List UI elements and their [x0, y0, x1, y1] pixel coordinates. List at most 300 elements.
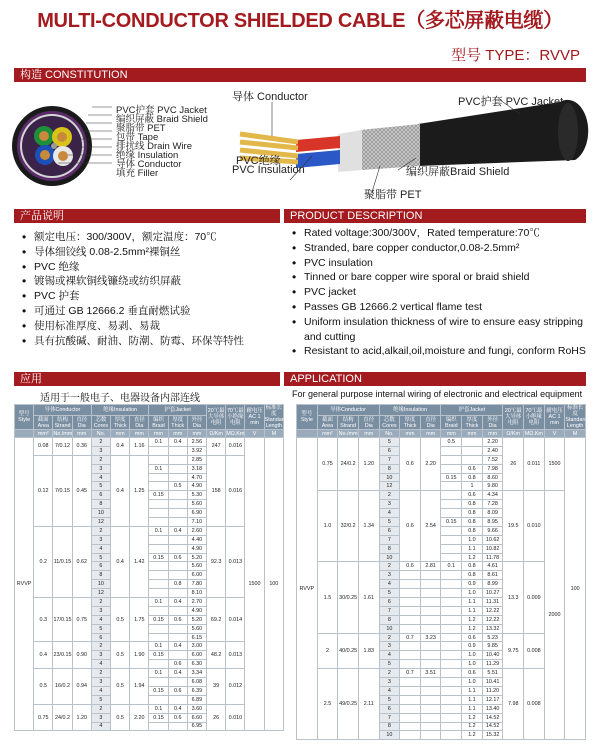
braid-cell: 0.1 — [149, 704, 168, 713]
unit-cell — [297, 430, 318, 438]
cores-cell: 5 — [91, 482, 110, 491]
cores-cell: 6 — [91, 633, 110, 642]
jacket-thick-cell — [168, 535, 187, 544]
ins-thick-cell — [400, 651, 421, 660]
braid-cell: 0.15 — [149, 615, 168, 624]
unit-cell: mm — [358, 430, 379, 438]
table-row — [15, 704, 284, 713]
braid-cell: 0.15 — [149, 651, 168, 660]
outer-dia-cell: 7.98 — [482, 464, 503, 473]
length-cell: 100 — [565, 438, 586, 740]
area-cell: 0.3 — [34, 598, 53, 642]
header-cores: 芯数 Cores — [379, 416, 400, 430]
resistance-cell: 26 — [207, 704, 226, 731]
jacket-thick-cell: 0.6 — [168, 660, 187, 669]
strand-cell: 23/0.15 — [53, 642, 72, 669]
braid-cell — [441, 651, 462, 660]
unit-cell: mm — [420, 430, 441, 438]
cores-cell: 3 — [91, 713, 110, 722]
header-dia: 直径 Dia — [358, 416, 379, 430]
braid-cell — [441, 642, 462, 651]
cores-cell: 5 — [379, 660, 400, 669]
outer-dia-cell: 3.00 — [187, 642, 206, 651]
outer-dia-cell: 5.30 — [187, 491, 206, 500]
insulation-resistance-cell: 0.016 — [226, 455, 245, 526]
braid-cell: 0.1 — [149, 669, 168, 678]
cores-cell: 2 — [379, 669, 400, 678]
braid-cell — [149, 455, 168, 464]
unit-cell: mm — [187, 430, 206, 438]
braid-cell: 0.15 — [149, 491, 168, 500]
header-jacket: 护套Jacket — [441, 405, 503, 416]
outer-dia-cell: 10.62 — [482, 535, 503, 544]
braid-cell — [441, 678, 462, 687]
ins-dia-cell — [420, 589, 441, 598]
jacket-thick-cell: 0.4 — [168, 669, 187, 678]
outer-dia-cell: 3.18 — [187, 464, 206, 473]
table-row — [15, 438, 284, 447]
ins-dia-cell: 3.23 — [420, 633, 441, 642]
jacket-thick-cell — [168, 651, 187, 660]
outer-dia-cell: 7.28 — [482, 500, 503, 509]
unit-cell: mm² — [317, 430, 338, 438]
table-row — [297, 633, 586, 642]
unit-cell: No. — [91, 430, 110, 438]
ins-dia-cell: 1.94 — [130, 669, 149, 705]
header-braid: 编织 Braid — [149, 416, 168, 430]
braid-cell — [441, 544, 462, 553]
cores-cell: 2 — [91, 438, 110, 447]
cores-cell: 6 — [379, 598, 400, 607]
length-cell: 100 — [264, 438, 283, 731]
unit-cell: V — [544, 430, 565, 438]
resistance-cell: 7.98 — [503, 669, 524, 740]
strand-cell: 32/0.2 — [338, 491, 359, 562]
outer-dia-cell: 4.90 — [187, 606, 206, 615]
header-jacket: 护套Jacket — [149, 405, 207, 416]
cores-cell: 3 — [91, 464, 110, 473]
braid-cell: 0.1 — [149, 598, 168, 607]
header-insulation: 绝缘Insulation — [91, 405, 149, 416]
dia-cell: 2.11 — [358, 669, 379, 740]
header-jacket-thick: 厚度 Thick — [462, 416, 483, 430]
unit-cell: mm — [400, 430, 421, 438]
resistance-cell: 69.2 — [207, 598, 226, 642]
ins-dia-cell: 2.54 — [420, 491, 441, 562]
cores-cell: 7 — [379, 606, 400, 615]
cores-cell: 2 — [91, 642, 110, 651]
ins-thick-cell — [400, 606, 421, 615]
dia-cell: 0.90 — [72, 642, 91, 669]
desc-cn-item: • 可通过 GB 12666.2 垂直耐燃试验 — [18, 304, 280, 319]
jacket-thick-cell: 1.2 — [462, 553, 483, 562]
jacket-thick-cell: 1.2 — [462, 731, 483, 740]
unit-cell: mm — [149, 430, 168, 438]
unit-cell: mm² — [34, 430, 53, 438]
cores-cell: 3 — [91, 535, 110, 544]
jacket-thick-cell: 0.4 — [168, 526, 187, 535]
ins-thick-cell: 0.5 — [111, 704, 130, 731]
ins-dia-cell — [420, 731, 441, 740]
unit-cell: M — [565, 430, 586, 438]
label-pet: 聚脂带 PET — [116, 123, 166, 134]
outer-dia-cell: 10.82 — [482, 544, 503, 553]
cores-cell: 8 — [379, 615, 400, 624]
jacket-thick-cell: 1.1 — [462, 686, 483, 695]
braid-cell: 0.15 — [441, 518, 462, 527]
jacket-thick-cell: 1.0 — [462, 651, 483, 660]
jacket-thick-cell: 0.8 — [462, 509, 483, 518]
braid-cell — [149, 580, 168, 589]
braid-cell: 0.15 — [149, 713, 168, 722]
resistance-cell: 26 — [503, 438, 524, 491]
desc-en-item: • Tinned or bare copper wire sporal or braid shield — [288, 270, 586, 285]
cores-cell: 3 — [91, 446, 110, 455]
header-braid: 编织 Braid — [441, 416, 462, 430]
outer-dia-cell: 5.60 — [187, 500, 206, 509]
outer-dia-cell: 6.60 — [187, 713, 206, 722]
header-style: 型号 Style — [15, 405, 34, 430]
braid-cell — [149, 624, 168, 633]
resistance-cell: 19.5 — [503, 491, 524, 562]
desc-en-item: • PVC insulation — [288, 256, 586, 271]
outer-dia-cell: 3.60 — [187, 704, 206, 713]
cores-cell: 10 — [379, 473, 400, 482]
header-conductor: 导体Conductor — [34, 405, 92, 416]
header-strand: 结构 Strand — [338, 416, 359, 430]
area-cell: 0.5 — [34, 669, 53, 705]
outer-dia-cell: 4.90 — [187, 544, 206, 553]
strand-cell: 24/0.2 — [53, 704, 72, 731]
cores-cell: 3 — [379, 678, 400, 687]
outer-dia-cell: 11.31 — [482, 598, 503, 607]
jacket-thick-cell — [168, 446, 187, 455]
outer-dia-cell: 8.09 — [482, 509, 503, 518]
jacket-thick-cell: 1.0 — [462, 678, 483, 687]
ins-thick-cell: 0.4 — [111, 455, 130, 526]
ins-thick-cell — [400, 598, 421, 607]
resistance-cell: 247 — [207, 438, 226, 456]
cores-cell: 4 — [91, 660, 110, 669]
model-type: 型号 TYPE：RVVP — [451, 47, 580, 64]
ins-thick-cell: 0.6 — [400, 438, 421, 491]
outer-dia-cell: 8.60 — [482, 473, 503, 482]
outer-dia-cell: 6.00 — [187, 571, 206, 580]
braid-cell: 0.5 — [441, 438, 462, 447]
ins-dia-cell — [420, 686, 441, 695]
header-area: 截面 Area — [317, 416, 338, 430]
resistance-cell: 92.3 — [207, 526, 226, 597]
label-conductor: 导体 Conductor — [116, 159, 182, 170]
label-filler: 填充 Filler — [116, 168, 159, 179]
desc-cn-item: • 额定电压：300/300V，额定温度：70℃ — [18, 230, 280, 245]
unit-cell: mm — [111, 430, 130, 438]
jacket-thick-cell: 0.8 — [462, 518, 483, 527]
ins-dia-cell — [420, 695, 441, 704]
desc-cn-list — [18, 230, 280, 348]
header-strand: 结构 Strand — [54, 416, 71, 429]
outer-dia-cell: 4.70 — [187, 473, 206, 482]
braid-cell — [441, 624, 462, 633]
unit-cell: V — [245, 430, 264, 438]
braid-cell — [149, 473, 168, 482]
area-cell: 0.2 — [34, 526, 53, 597]
ins-dia-cell — [420, 642, 441, 651]
label-drain-wire: 排扰线 Drain Wire — [116, 141, 193, 152]
jacket-thick-cell — [168, 722, 187, 731]
cores-cell: 3 — [379, 500, 400, 509]
unit-cell: mm — [441, 430, 462, 438]
insulation-resistance-cell: 0.013 — [226, 642, 245, 669]
jacket-thick-cell — [168, 695, 187, 704]
header-outer-dia: 外径 Dia — [187, 416, 206, 430]
cores-cell: 7 — [379, 535, 400, 544]
jacket-thick-cell: 1.1 — [462, 598, 483, 607]
jacket-thick-cell: 0.6 — [462, 669, 483, 678]
unit-cell: Ω/Km — [503, 430, 524, 438]
cores-cell: 4 — [379, 509, 400, 518]
outer-dia-cell: 12.22 — [482, 606, 503, 615]
header-thick: 厚度 Thick — [111, 416, 130, 430]
ins-thick-cell — [400, 660, 421, 669]
outer-dia-cell: 8.95 — [482, 518, 503, 527]
cores-cell: 6 — [91, 491, 110, 500]
ins-thick-cell — [400, 615, 421, 624]
cores-cell: 2 — [91, 598, 110, 607]
header-voltage: 耐电压 AC 1 min — [245, 405, 264, 430]
unit-cell: mm — [130, 430, 149, 438]
braid-callout: 编织屏蔽Braid Shield — [406, 166, 510, 178]
table-row — [297, 669, 586, 678]
outer-dia-cell: 6.90 — [187, 509, 206, 518]
cores-cell: 6 — [379, 526, 400, 535]
unit-cell: mm — [462, 430, 483, 438]
area-cell: 2.5 — [317, 669, 338, 740]
ins-thick-cell — [400, 722, 421, 731]
ins-thick-cell — [400, 695, 421, 704]
unit-cell: mm — [168, 430, 187, 438]
outer-dia-cell: 7.52 — [482, 455, 503, 464]
outer-dia-cell: 5.20 — [187, 615, 206, 624]
cores-cell: 5 — [379, 589, 400, 598]
outer-dia-cell: 14.52 — [482, 722, 503, 731]
insulation-resistance-cell: 0.009 — [524, 562, 545, 633]
header-dia: 直径 Dia — [72, 416, 91, 430]
braid-cell — [149, 535, 168, 544]
braid-cell: 0.1 — [149, 526, 168, 535]
ins-dia-cell: 2.20 — [130, 704, 149, 731]
voltage-cell: 1500 — [245, 438, 264, 731]
jacket-thick-cell: 0.9 — [462, 580, 483, 589]
ins-thick-cell: 0.4 — [111, 526, 130, 597]
cores-cell: 4 — [91, 544, 110, 553]
header-insulation-resistance: 70℃最小绝缘电阻 — [226, 405, 245, 430]
insulation-resistance-cell: 0.008 — [524, 633, 545, 669]
ins-dia-cell: 3.51 — [420, 669, 441, 678]
braid-cell — [441, 535, 462, 544]
outer-dia-cell: 8.61 — [482, 571, 503, 580]
ins-thick-cell: 0.6 — [400, 562, 421, 571]
ins-thick-cell — [400, 571, 421, 580]
jacket-thick-cell: 1.2 — [462, 713, 483, 722]
ins-dia-cell — [420, 722, 441, 731]
header-style: 型号 Style — [297, 405, 318, 430]
braid-cell: 0.1 — [149, 642, 168, 651]
jacket-thick-cell: 1.2 — [462, 722, 483, 731]
desc-en-item: • Uniform insulation thickness of wire to ensure easy stripping and cutting — [288, 315, 586, 345]
header-resistance: 20℃最大导体电阻 — [207, 405, 226, 430]
ins-thick-cell — [400, 678, 421, 687]
jacket-thick-cell: 0.4 — [168, 704, 187, 713]
braid-cell — [149, 571, 168, 580]
cores-cell: 12 — [91, 589, 110, 598]
resistance-cell: 9.75 — [503, 633, 524, 669]
ins-thick-cell — [400, 686, 421, 695]
cores-cell: 5 — [91, 624, 110, 633]
application-en-header: APPLICATION — [284, 372, 586, 386]
cores-cell: 5 — [379, 695, 400, 704]
outer-dia-cell: 6.39 — [187, 686, 206, 695]
cores-cell: 10 — [379, 624, 400, 633]
strand-cell: 17/0.15 — [53, 598, 72, 642]
outer-dia-cell: 12.17 — [482, 695, 503, 704]
jacket-thick-cell: 1.1 — [462, 606, 483, 615]
braid-cell — [441, 713, 462, 722]
label-tape: 包带 Tape — [116, 132, 159, 143]
desc-en-item: • Resistant to acid,alkail,oil,moisture and fungi, conform RoHS — [288, 344, 586, 359]
outer-dia-cell: 2.70 — [187, 598, 206, 607]
outer-dia-cell: 4.61 — [482, 562, 503, 571]
ins-thick-cell — [400, 589, 421, 598]
cores-cell: 3 — [91, 651, 110, 660]
header-resistance: 20℃最大导体电阻 — [503, 405, 524, 430]
insulation-callout-cn: PVC绝缘 — [236, 155, 281, 167]
outer-dia-cell: 9.80 — [482, 482, 503, 491]
cores-cell: 3 — [379, 571, 400, 580]
ins-thick-cell: 0.6 — [400, 491, 421, 562]
ins-dia-cell: 2.20 — [420, 438, 441, 491]
braid-cell — [441, 606, 462, 615]
braid-cell — [441, 722, 462, 731]
jacket-thick-cell: 1.1 — [462, 704, 483, 713]
jacket-thick-cell: 0.6 — [168, 553, 187, 562]
ins-thick-cell — [400, 580, 421, 589]
cores-cell: 4 — [91, 615, 110, 624]
cross-section-diagram — [12, 106, 92, 186]
cores-cell: 8 — [379, 464, 400, 473]
outer-dia-cell: 2.20 — [482, 438, 503, 447]
table-row — [15, 455, 284, 464]
insulation-resistance-cell: 0.010 — [226, 704, 245, 731]
jacket-thick-cell: 1 — [462, 482, 483, 491]
spec-table-right — [296, 404, 586, 740]
jacket-thick-cell — [168, 571, 187, 580]
jacket-thick-cell — [168, 509, 187, 518]
header-insulation: 绝缘Insulation — [379, 405, 441, 416]
area-cell: 0.75 — [317, 438, 338, 491]
outer-dia-cell: 6.95 — [187, 722, 206, 731]
area-cell: 0.08 — [34, 438, 53, 456]
dia-cell: 0.45 — [72, 455, 91, 526]
page-title: MULTI-CONDUCTOR SHIELDED CABLE（多芯屏蔽电缆） — [37, 10, 563, 32]
cores-cell: 2 — [91, 455, 110, 464]
insulation-resistance-cell: 0.010 — [524, 491, 545, 562]
jacket-thick-cell — [168, 455, 187, 464]
constitution-header: 构造 CONSTITUTION — [14, 68, 586, 82]
cores-cell: 3 — [379, 642, 400, 651]
cores-cell: 5 — [91, 695, 110, 704]
desc-en-header: PRODUCT DESCRIPTION — [284, 209, 586, 223]
braid-cell — [441, 446, 462, 455]
header-length: 标准长度 Standard Length — [565, 405, 588, 429]
resistance-cell: 48.2 — [207, 642, 226, 669]
ins-thick-cell: 0.7 — [400, 633, 421, 642]
dia-cell: 0.94 — [72, 669, 91, 705]
resistance-cell: 39 — [207, 669, 226, 705]
outer-dia-cell: 4.90 — [187, 482, 206, 491]
ins-thick-cell: 0.5 — [111, 642, 130, 669]
outer-dia-cell: 14.52 — [482, 713, 503, 722]
braid-cell — [441, 500, 462, 509]
desc-en-list — [288, 226, 586, 359]
desc-cn-item: • PVC 护套 — [18, 289, 280, 304]
dia-cell: 0.75 — [72, 598, 91, 642]
unit-cell: MΩ.Km — [524, 430, 543, 437]
unit-cell: No. — [379, 430, 400, 438]
desc-en-item: • PVC jacket — [288, 285, 586, 300]
jacket-thick-cell: 0.8 — [462, 473, 483, 482]
braid-cell — [441, 580, 462, 589]
braid-cell — [441, 464, 462, 473]
jacket-thick-cell: 1.2 — [462, 615, 483, 624]
ins-dia-cell — [420, 571, 441, 580]
conductor-callout: 导体 Conductor — [232, 91, 308, 103]
outer-dia-cell: 11.20 — [482, 686, 503, 695]
jacket-thick-cell: 0.8 — [462, 500, 483, 509]
braid-cell — [149, 482, 168, 491]
outer-dia-cell: 3.34 — [187, 669, 206, 678]
outer-dia-cell: 5.51 — [482, 669, 503, 678]
insulation-resistance-cell: 0.012 — [226, 669, 245, 705]
outer-dia-cell: 5.20 — [187, 553, 206, 562]
braid-cell — [149, 589, 168, 598]
outer-dia-cell: 2.56 — [187, 438, 206, 447]
jacket-thick-cell: 0.6 — [168, 686, 187, 695]
table-row — [15, 526, 284, 535]
braid-cell — [441, 553, 462, 562]
braid-cell — [149, 500, 168, 509]
application-cn-text: 适用于一般电子、电器设备内部连线 — [40, 393, 200, 404]
cores-cell: 2 — [379, 562, 400, 571]
outer-dia-cell: 6.08 — [187, 678, 206, 687]
insulation-resistance-cell: 0.008 — [524, 669, 545, 740]
insulation-resistance-cell: 0.011 — [524, 438, 545, 491]
header-ins-dia: 直径 Dia — [130, 416, 149, 430]
ins-thick-cell: 0.5 — [111, 669, 130, 705]
strand-cell: 7/0.12 — [53, 438, 72, 456]
braid-cell — [149, 678, 168, 687]
label-insulation: 绝缘 Insulation — [116, 150, 179, 161]
jacket-thick-cell: 1.0 — [462, 589, 483, 598]
ins-dia-cell — [420, 704, 441, 713]
ins-thick-cell — [400, 713, 421, 722]
insulation-callout-en: PVC Insulation — [232, 164, 305, 176]
jacket-thick-cell: 0.8 — [168, 580, 187, 589]
braid-cell — [441, 589, 462, 598]
outer-dia-cell: 6.30 — [187, 660, 206, 669]
cores-cell: 4 — [91, 722, 110, 731]
ins-thick-cell — [400, 642, 421, 651]
